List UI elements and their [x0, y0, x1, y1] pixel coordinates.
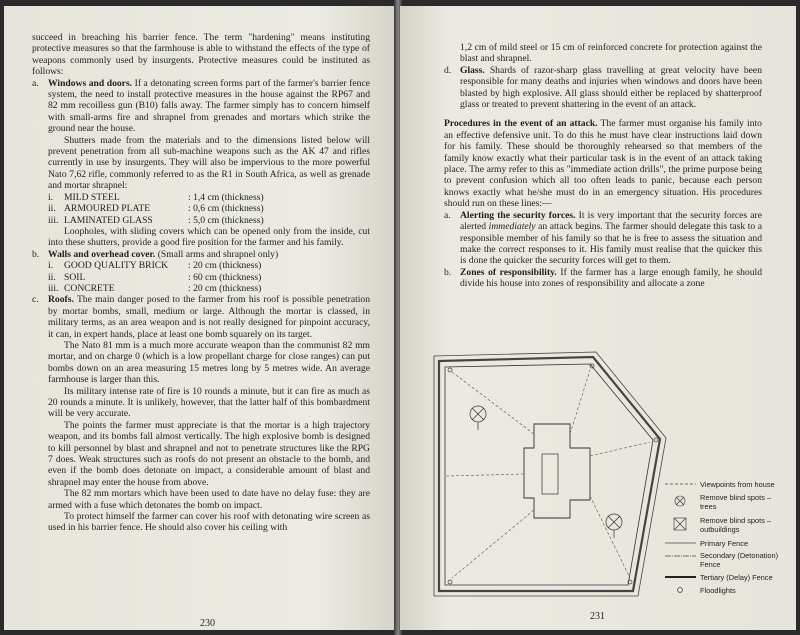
left-page-text [32, 32, 370, 534]
glass-heading: Glass. [460, 64, 485, 76]
legend-floodlights: Floodlights [700, 586, 736, 595]
list-item: iii. LAMINATED GLASS : 5,0 cm (thickness) [48, 214, 264, 226]
diagram-legend [665, 480, 778, 595]
shutter-materials-list [32, 192, 370, 226]
emphasis-text: immediately [488, 221, 536, 233]
windows-doors-item: a. Windows and doors. If a detonating screen forms part of the farmer's barrier fence system, the need to install protective measures in the house against the RP67 and 82 mm recoilless gun (B10) falls away. The farmer simply has to concern himself with small-arms fire and shrapnel from grenades and mortars which strike the ground near the house. [32, 77, 370, 135]
house-core [542, 454, 558, 494]
viewpoint-lines [446, 370, 650, 578]
intro-paragraph: succeed in breaching his barrier fence. The term "hardening" means instituting protective measures so that the farmhouse is able to withstand the effects of the type of weapons commonly used by insurgents. Protective measures could be instituted as follows: [32, 32, 370, 78]
procedures-paragraph: Procedures in the event of an attack. The farmer must organise his family into an effective defensive unit. To do this he must have clear instructions laid down for his family. These should be thoroughly rehearsed so that members of the family know exactly what their particular task is in the event of an attack taking place. The army refer to this as "immediate action drills", the prime purpose being to prevent confusion which all too often leads to panic, because each person knows exactly what he/she must do in an emergency situation. His procedures should run on these lines:— [444, 118, 762, 210]
legend-tree-icon [675, 496, 685, 506]
farm-defence-diagram [430, 350, 780, 600]
glass-item: d. Glass. Shards of razor-sharp glass travelling at great velocity have been responsible for many deaths and injuries when windows and doors have been blasted by high explosive. All glass should either be replaced by shatterproof glass or treated to prevent shattering in the event of an attack. [444, 64, 762, 111]
wall-materials-list [32, 260, 370, 294]
legend-secondary-2: Fence [700, 560, 721, 569]
walls-item: b. Walls and overhead cover. (Small arms and shrapnel only) [32, 248, 279, 260]
walls-heading: Walls and overhead cover. [48, 248, 156, 260]
left-page [4, 6, 396, 630]
list-item: i. MILD STEEL : 1,4 cm (thickness) [48, 191, 264, 203]
legend-outbuildings-2: outbuildings [700, 525, 740, 534]
roofs-paragraph: The 82 mm mortars which have been used to date have no delay fuse: they are armed with a fuse which detonates the bomb on impact. [48, 488, 370, 511]
page-number-right: 231 [590, 611, 605, 622]
roofs-paragraph: The Nato 81 mm is a much more accurate weapon than the communist 82 mm mortar, and on charge 0 (which is a low propellant charge for close ranges) can put bombs down on an area measuring 15 metres long by 5 metres wide. An average farmhouse is larger than this. [48, 339, 370, 386]
house-outline [524, 424, 590, 518]
alerting-item: a. Alerting the security forces. It is very important that the security forces are alerted immediately an attack begins. The farmer should delegate this task to a responsible member of his family so that he is free to assess the situation and make the correct responses to it. His family must realise that the quicker this is done the quicker the security forces will get to them. [444, 209, 762, 267]
roofs-paragraph: To protect himself the farmer can cover his roof with detonating wire screen as used in his barrier fence. He should also cover his ceiling with [48, 511, 370, 534]
windows-doors-heading: Windows and doors. [48, 77, 133, 89]
primary-fence [434, 352, 666, 596]
roofs-heading: Roofs. [48, 294, 74, 306]
legend-tertiary: Tertiary (Delay) Fence [700, 573, 773, 582]
zones-item: b. Zones of responsibility. If the farmer has a large enough family, he should divide his house into zones of responsibility and allocate a zone [444, 266, 762, 290]
list-item: ii. ARMOURED PLATE : 0,6 cm (thickness) [48, 203, 264, 215]
zones-heading: Zones of responsibility. [460, 266, 557, 278]
page-number-left: 230 [200, 618, 215, 629]
right-page [400, 6, 796, 630]
shutters-paragraph: Shutters made from the materials and to the dimensions listed below will prevent penetration from all sub-machine weapons such as the AK 47 and rifles currently in use by insurgents. They will also be impervious to the more powerful Nato 7,62 rifle, commonly referred to as the R1 in South Africa, as well as grenade and mortar shrapnel: [48, 134, 370, 192]
list-item: iii. CONCRETE : 20 cm (thickness) [48, 282, 262, 294]
legend-floodlight-icon [678, 588, 683, 593]
roofs-paragraph: The points the farmer must appreciate is that the mortar is a high trajectory weapon, and its bombs fall almost vertically. The high explosive bomb is designed to kill personnel by blast and shrapnel and not to penetrate structures like the RPG 7 does. Weak structures such as roofs do not present an obstacle to the bomb, and even if the bomb does detonate on impact, a considerable amount of blast and shrapnel may enter the house from above. [48, 419, 370, 488]
continuation-paragraph: 1,2 cm of mild steel or 15 cm of reinforced concrete for protection against the blast and shrapnel. [460, 42, 762, 65]
right-page-text [444, 42, 762, 290]
legend-trees: Remove blind spots – [700, 493, 772, 502]
loopholes-paragraph: Loopholes, with sliding covers which can be opened only from the inside, cut into these shutters, provide a good fire position for the farmer and his family. [48, 225, 370, 249]
tertiary-fence [445, 364, 653, 585]
legend-outbuildings: Remove blind spots – [700, 516, 772, 525]
legend-trees-2: trees [700, 502, 717, 511]
legend-viewpoints: Viewpoints from house [700, 480, 775, 489]
roofs-paragraph: Its military intense rate of fire is 10 rounds a minute, but it can fire as much as 20 rounds a minute. It is unlikely, however, that the latter half of this bombardment will be very accurate. [48, 385, 370, 420]
procedures-heading: Procedures in the event of an attack. [444, 118, 598, 130]
roofs-item: c. Roofs. The main danger posed to the farmer from his roof is possible penetration by mortar bombs, small, medium or large. Although the mortar is classed, in military terms, as an area weapon and is not really designed for pinpoint accuracy, it can, in expert hands, place at least one bomb squarely on its target. [32, 294, 370, 340]
legend-outbuilding-icon [674, 518, 686, 530]
legend-primary: Primary Fence [700, 539, 749, 548]
list-item: ii. SOIL : 60 cm (thickness) [48, 271, 262, 283]
tree-icon [470, 406, 486, 430]
list-item: i. GOOD QUALITY BRICK : 20 cm (thickness) [48, 260, 262, 272]
legend-secondary: Secondary (Detonation) [700, 551, 779, 560]
secondary-fence [439, 357, 660, 591]
alerting-heading: Alerting the security forces. [460, 209, 576, 221]
